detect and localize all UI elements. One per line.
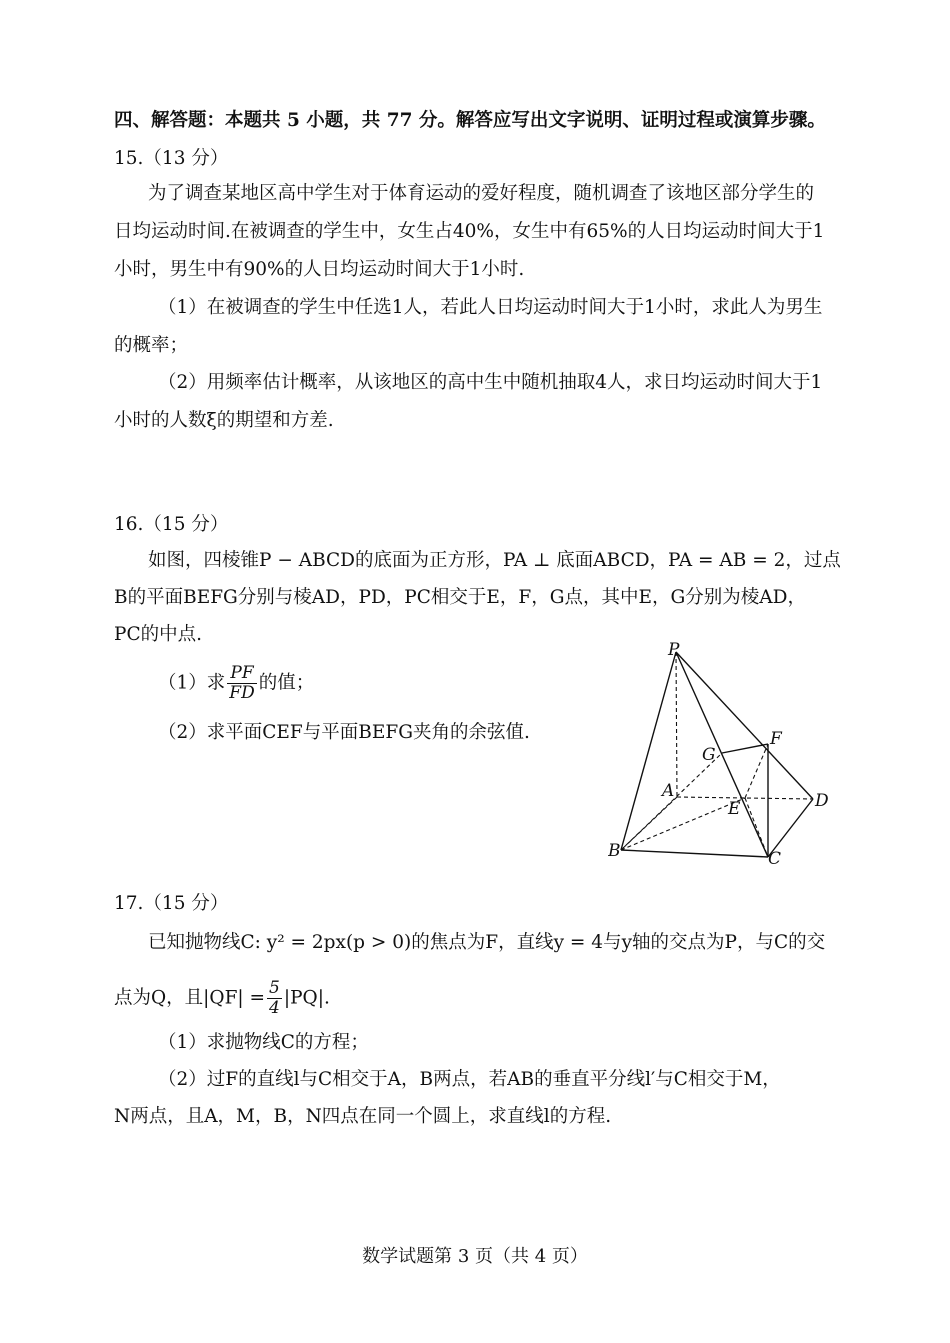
q16-text-line: PC的中点. bbox=[114, 624, 202, 645]
label-b: B bbox=[608, 841, 621, 861]
label-g: G bbox=[702, 745, 716, 765]
fraction-denominator: FD bbox=[229, 683, 255, 703]
q16-text-line: B的平面BEFG分别与棱AD，PD，PC相交于E，F，G点，其中E，G分别为棱AD， bbox=[114, 587, 806, 608]
page-footer: 数学试题第 3 页（共 4 页） bbox=[362, 1246, 588, 1267]
label-a: A bbox=[662, 781, 675, 801]
q17-part1: （1）求抛物线C的方程； bbox=[158, 1032, 369, 1053]
section-title: 四、解答题：本题共 5 小题，共 77 分。解答应写出文字说明、证明过程或演算步骤。 bbox=[114, 110, 826, 131]
fraction-denominator: 4 bbox=[269, 998, 280, 1018]
q16-part1-prefix: （1）求 bbox=[158, 672, 226, 694]
q16-part2: （2）求平面CEF与平面BEFG夹角的余弦值. bbox=[158, 722, 530, 743]
q17-part2: （2）过F的直线l与C相交于A，B两点，若AB的垂直平分线l′与C相交于M， bbox=[158, 1069, 781, 1090]
q16-text-line: 如图，四棱锥P − ABCD的底面为正方形，PA ⊥ 底面ABCD，PA = AB = 2，过点 bbox=[148, 550, 841, 571]
label-p: P bbox=[668, 640, 680, 660]
label-f: F bbox=[770, 729, 782, 749]
fraction-five-fourths bbox=[267, 979, 282, 1018]
q16-part1-suffix: 的值； bbox=[258, 672, 315, 694]
q17-line2-prefix: 点为Q，且|QF| = bbox=[114, 987, 266, 1009]
q15-part1-cont: 的概率； bbox=[114, 335, 189, 356]
q17-part2-cont: N两点，且A，M，B，N四点在同一个圆上，求直线l的方程. bbox=[114, 1106, 612, 1127]
q15-text-line: 为了调查某地区高中学生对于体育运动的爱好程度，随机调查了该地区部分学生的 bbox=[148, 183, 815, 204]
q16-heading: 16.（15 分） bbox=[114, 514, 229, 535]
q17-text-line: 已知抛物线C: y² = 2px(p > 0)的焦点为F，直线y = 4与y轴的交点为P，与C的交 bbox=[148, 932, 826, 953]
q17-line2-suffix: |PQ|. bbox=[283, 987, 330, 1009]
q16-part1 bbox=[158, 664, 598, 703]
fraction-numerator: PF bbox=[227, 664, 256, 684]
label-e: E bbox=[728, 799, 741, 819]
q17-text-line bbox=[114, 979, 838, 1018]
fraction-numerator: 5 bbox=[269, 978, 280, 998]
fraction-pf-fd bbox=[227, 664, 256, 703]
q15-part2-cont: 小时的人数ξ的期望和方差. bbox=[114, 410, 334, 431]
q17-heading: 17.（15 分） bbox=[114, 893, 229, 914]
q15-part2: （2）用频率估计概率，从该地区的高中生中随机抽取4人，求日均运动时间大于1 bbox=[158, 372, 823, 393]
label-d: D bbox=[815, 791, 829, 811]
label-c: C bbox=[768, 849, 782, 868]
q15-text-line: 小时，男生中有90%的人日均运动时间大于1小时. bbox=[114, 259, 525, 280]
pyramid-figure bbox=[608, 636, 838, 868]
q15-text-line: 日均运动时间.在被调查的学生中，女生占40%，女生中有65%的人日均运动时间大于1 bbox=[114, 221, 825, 242]
q15-heading: 15.（13 分） bbox=[114, 148, 229, 169]
q15-part1: （1）在被调查的学生中任选1人，若此人日均运动时间大于1小时，求此人为男生 bbox=[158, 297, 823, 318]
